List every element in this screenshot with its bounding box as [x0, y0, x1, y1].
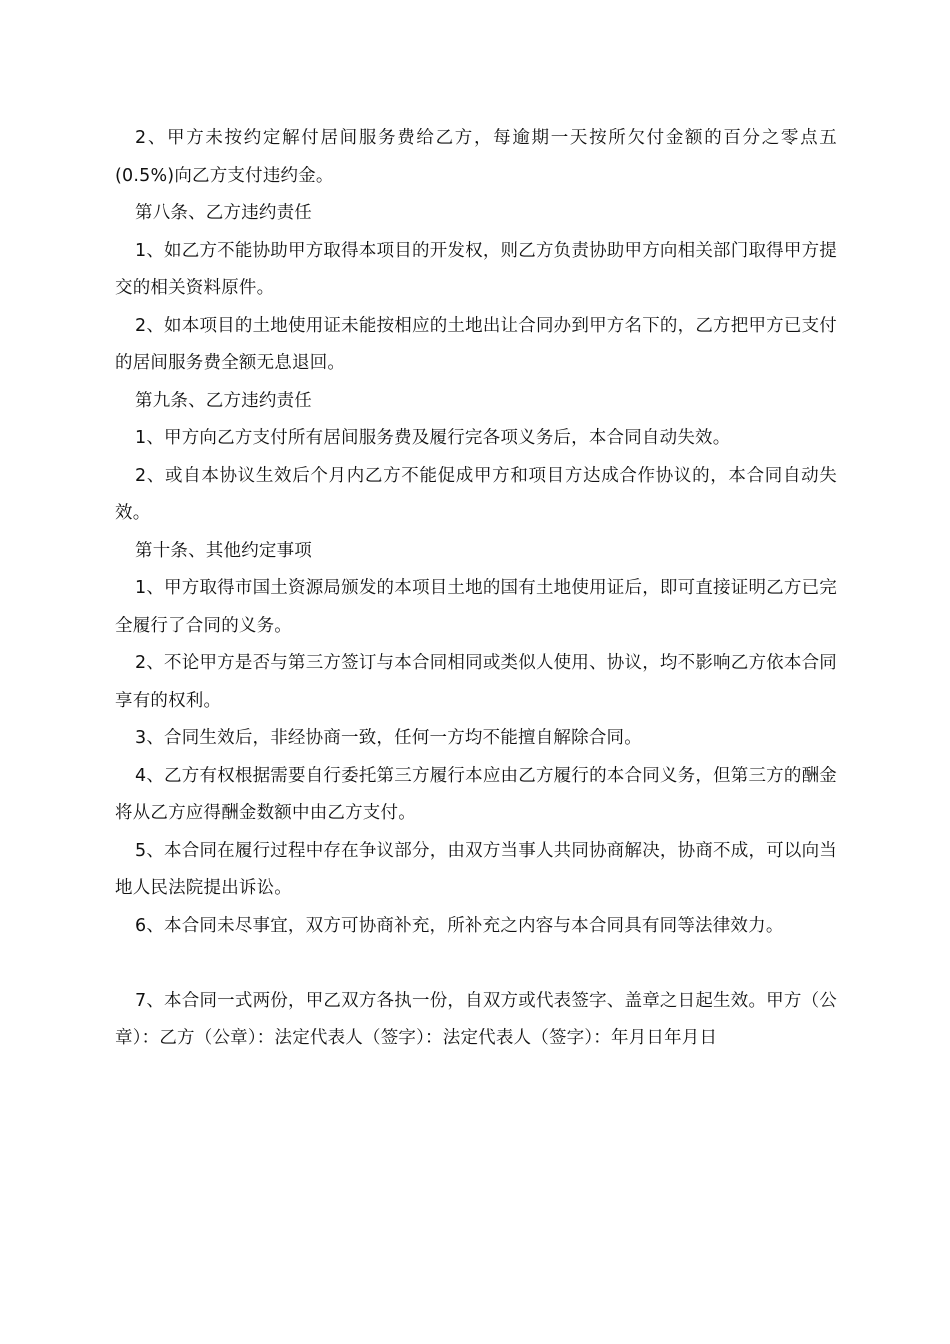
article-10-heading: 第十条、其他约定事项 — [135, 540, 312, 561]
article-10-item-3: 3、合同生效后，非经协商一致，任何一方均不能擅自解除合同。 — [135, 728, 642, 748]
article-10-item-6: 6、本合同未尽事宜，双方可协商补充，所补充之内容与本合同具有同等法律效力。 — [135, 915, 784, 936]
article-10-item-5: 5、本合同在履行过程中存在争议部分，由双方当事人共同协商解决，协商不成，可以向当地人民法院提出诉讼。 — [115, 840, 837, 898]
article-10-item-7-signature: 7、本合同一式两份，甲乙双方各执一份，自双方或代表签字、盖章之日起生效。甲方（公章）：乙方（公章）：法定代表人（签字）：法定代表人（签字）：年月日年月日 — [115, 990, 837, 1048]
article-8-heading: 第八条、乙方违约责任 — [135, 203, 312, 223]
article-9-heading: 第九条、乙方违约责任 — [135, 390, 312, 411]
article-9-item-1: 1、甲方向乙方支付所有居间服务费及履行完各项义务后，本合同自动失效。 — [135, 428, 731, 448]
article-8-item-2: 2、如本项目的土地使用证未能按相应的土地出让合同办到甲方名下的，乙方把甲方已支付的居间服务费全额无息退回。 — [115, 315, 837, 373]
blank-line — [115, 945, 837, 983]
clause-7-item-2: 2、甲方未按约定解付居间服务费给乙方，每逾期一天按所欠付金额的百分之零点五(0.5%)向乙方支付违约金。 — [115, 128, 837, 186]
article-10-item-1: 1、甲方取得市国土资源局颁发的本项目土地的国有土地使用证后，即可直接证明乙方已完全履行了合同的义务。 — [115, 578, 837, 636]
article-8-item-1: 1、如乙方不能协助甲方取得本项目的开发权，则乙方负责协助甲方向相关部门取得甲方提交的相关资料原件。 — [115, 240, 837, 298]
document-body — [115, 120, 837, 1058]
article-10-item-2: 2、不论甲方是否与第三方签订与本合同相同或类似人使用、协议，均不影响乙方依本合同享有的权利。 — [115, 653, 837, 711]
article-10-item-4: 4、乙方有权根据需要自行委托第三方履行本应由乙方履行的本合同义务，但第三方的酬金将从乙方应得酬金数额中由乙方支付。 — [115, 765, 837, 823]
article-9-item-2: 2、或自本协议生效后个月内乙方不能促成甲方和项目方达成合作协议的，本合同自动失效。 — [115, 465, 837, 523]
